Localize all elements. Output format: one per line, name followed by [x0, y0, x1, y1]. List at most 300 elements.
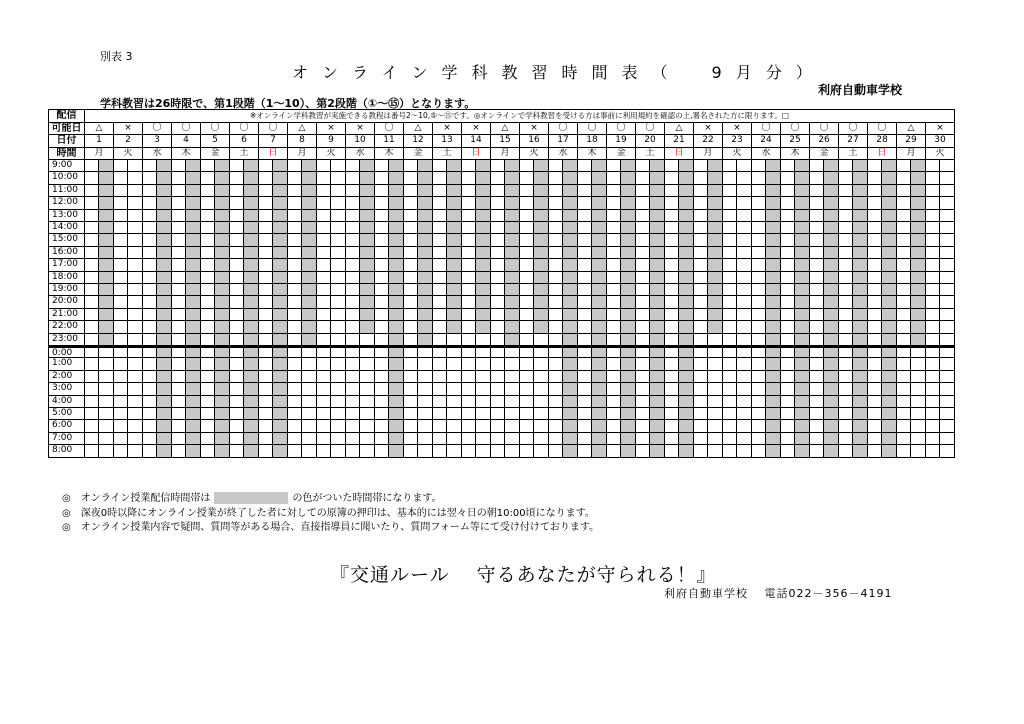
slot-divider — [185, 348, 186, 357]
slot-cell — [664, 197, 693, 208]
delivery-shade — [678, 445, 693, 456]
delivery-shade — [852, 259, 867, 270]
slot-divider — [852, 309, 853, 320]
delivery-shade — [823, 358, 838, 369]
slot-divider — [852, 445, 853, 456]
slot-cell — [722, 420, 751, 431]
slot-cell — [664, 222, 693, 233]
date-cell: 18 — [577, 135, 606, 147]
delivery-shade — [765, 358, 780, 369]
slot-cell — [925, 433, 954, 444]
slot-divider — [446, 371, 447, 382]
slot-divider — [127, 247, 128, 258]
delivery-shade — [388, 358, 403, 369]
slot-divider — [388, 234, 389, 245]
delivery-shade — [475, 296, 490, 307]
slot-divider — [301, 160, 302, 171]
slot-divider — [475, 396, 476, 407]
slot-cell — [925, 334, 954, 345]
slot-cell — [258, 321, 287, 332]
delivery-shade — [185, 247, 200, 258]
slot-cell — [461, 348, 490, 357]
weekday-cell: 金 — [403, 148, 432, 160]
slot-divider — [156, 296, 157, 307]
delivery-shade — [765, 348, 780, 357]
slot-divider — [736, 296, 737, 307]
slot-divider — [243, 160, 244, 171]
slot-divider — [736, 348, 737, 357]
delivery-shade — [649, 371, 664, 382]
slot-cell — [490, 259, 519, 270]
delivery-shade — [620, 222, 635, 233]
slot-cell — [490, 247, 519, 258]
slot-cell — [548, 284, 577, 295]
slot-cell — [722, 222, 751, 233]
slot-divider — [417, 371, 418, 382]
slot-divider — [98, 445, 99, 456]
slot-divider — [562, 420, 563, 431]
delivery-shade — [388, 321, 403, 332]
slot-divider — [823, 445, 824, 456]
delivery-shade — [881, 309, 896, 320]
delivery-shade — [272, 396, 287, 407]
slot-cell — [142, 210, 171, 221]
slot-divider — [243, 383, 244, 394]
slot-cell — [577, 408, 606, 419]
slot-divider — [272, 420, 273, 431]
slot-divider — [127, 420, 128, 431]
slot-cell — [577, 383, 606, 394]
slot-cell — [925, 348, 954, 357]
time-cell: 6:00 — [48, 420, 84, 431]
slot-divider — [185, 160, 186, 171]
slot-divider — [707, 396, 708, 407]
slot-divider — [243, 234, 244, 245]
delivery-shade — [214, 408, 229, 419]
slot-divider — [330, 358, 331, 369]
slot-divider — [127, 222, 128, 233]
slot-cell — [171, 445, 200, 456]
slot-divider — [620, 383, 621, 394]
delivery-shade — [562, 296, 577, 307]
slot-divider — [359, 172, 360, 183]
slot-cell — [113, 197, 142, 208]
slot-divider — [823, 348, 824, 357]
slot-cell — [606, 433, 635, 444]
slot-divider — [504, 185, 505, 196]
delivery-shade — [475, 284, 490, 295]
slot-divider — [127, 321, 128, 332]
slot-divider — [881, 371, 882, 382]
slot-divider — [417, 247, 418, 258]
slot-divider — [620, 172, 621, 183]
slot-divider — [823, 371, 824, 382]
slot-cell — [519, 234, 548, 245]
slot-divider — [620, 210, 621, 221]
weekday-cell: 金 — [809, 148, 838, 160]
slot-divider — [98, 371, 99, 382]
availability-mark: △ — [287, 123, 316, 135]
delivery-shade — [649, 222, 664, 233]
slot-divider — [707, 247, 708, 258]
slot-cell — [867, 420, 896, 431]
slot-cell — [896, 284, 925, 295]
slot-divider — [794, 160, 795, 171]
delivery-shade — [591, 259, 606, 270]
delivery-shade — [852, 272, 867, 283]
slot-divider — [939, 358, 940, 369]
slot-cell — [751, 234, 780, 245]
slot-cell — [577, 309, 606, 320]
slot-cell — [577, 272, 606, 283]
delivery-shade — [446, 222, 461, 233]
slot-cell — [287, 296, 316, 307]
slot-divider — [417, 197, 418, 208]
delivery-shade — [214, 358, 229, 369]
slot-cell — [925, 371, 954, 382]
slot-cell — [258, 371, 287, 382]
slot-cell — [780, 309, 809, 320]
delivery-shade — [910, 185, 925, 196]
slot-cell — [461, 222, 490, 233]
slot-cell — [867, 408, 896, 419]
slot-cell — [258, 272, 287, 283]
slot-divider — [504, 172, 505, 183]
delivery-shade — [243, 172, 258, 183]
availability-mark: × — [113, 123, 142, 135]
slot-cell — [809, 371, 838, 382]
slot-divider — [359, 445, 360, 456]
slot-cell — [635, 321, 664, 332]
delivery-shade — [214, 296, 229, 307]
slot-cell — [200, 433, 229, 444]
delivery-shade — [591, 396, 606, 407]
delivery-shade — [417, 321, 432, 332]
slot-cell — [577, 210, 606, 221]
slot-divider — [330, 396, 331, 407]
availability-mark: △ — [896, 123, 925, 135]
slot-divider — [301, 433, 302, 444]
slot-cell — [635, 272, 664, 283]
delivery-shade — [272, 296, 287, 307]
slot-divider — [910, 259, 911, 270]
delivery-shade — [272, 172, 287, 183]
delivery-shade — [591, 371, 606, 382]
delivery-shade — [301, 222, 316, 233]
slot-cell — [664, 334, 693, 345]
slot-cell — [142, 296, 171, 307]
slot-cell — [142, 371, 171, 382]
delivery-shade — [678, 358, 693, 369]
delivery-shade — [446, 272, 461, 283]
slot-divider — [910, 358, 911, 369]
delivery-shade — [504, 185, 519, 196]
weekday-cell: 火 — [316, 148, 345, 160]
slot-cell — [867, 197, 896, 208]
slot-divider — [910, 172, 911, 183]
slot-cell — [490, 383, 519, 394]
slot-divider — [301, 210, 302, 221]
slot-divider — [127, 284, 128, 295]
slot-divider — [446, 358, 447, 369]
slot-divider — [417, 210, 418, 221]
delivery-shade — [214, 420, 229, 431]
slot-cell — [84, 445, 113, 456]
slot-divider — [359, 420, 360, 431]
slot-divider — [562, 272, 563, 283]
slot-cell — [200, 309, 229, 320]
slot-divider — [301, 348, 302, 357]
slot-divider — [562, 348, 563, 357]
slot-cell — [374, 234, 403, 245]
slot-cell — [200, 210, 229, 221]
date-cell: 14 — [461, 135, 490, 147]
slot-cell — [606, 172, 635, 183]
slot-divider — [649, 348, 650, 357]
slot-cell — [432, 259, 461, 270]
slot-divider — [127, 358, 128, 369]
delivery-shade — [620, 197, 635, 208]
delivery-shade — [562, 383, 577, 394]
slot-cell — [142, 445, 171, 456]
slot-divider — [156, 348, 157, 357]
slot-cell — [751, 296, 780, 307]
slot-cell — [229, 383, 258, 394]
delivery-shade — [359, 197, 374, 208]
delivery-shade — [765, 222, 780, 233]
slot-cell — [229, 272, 258, 283]
time-row — [48, 258, 954, 270]
slot-divider — [823, 334, 824, 345]
delivery-shade — [852, 445, 867, 456]
slot-cell — [519, 433, 548, 444]
delivery-shade — [910, 321, 925, 332]
delivery-shade — [359, 247, 374, 258]
slot-cell — [113, 348, 142, 357]
delivery-shade — [301, 272, 316, 283]
delivery-shade — [98, 197, 113, 208]
delivery-shade — [794, 185, 809, 196]
slot-divider — [533, 348, 534, 357]
slot-cell — [635, 247, 664, 258]
slot-divider — [504, 396, 505, 407]
delivery-shade — [214, 210, 229, 221]
slot-cell — [925, 247, 954, 258]
delivery-shade — [417, 296, 432, 307]
slot-cell — [345, 210, 374, 221]
weekday-cell: 木 — [780, 148, 809, 160]
slot-divider — [678, 222, 679, 233]
delivery-shade — [591, 172, 606, 183]
slot-divider — [417, 234, 418, 245]
slot-cell — [925, 185, 954, 196]
slot-cell — [374, 309, 403, 320]
slot-divider — [185, 185, 186, 196]
slot-divider — [359, 408, 360, 419]
slot-cell — [258, 358, 287, 369]
slot-cell — [664, 309, 693, 320]
slot-divider — [823, 234, 824, 245]
slot-divider — [910, 185, 911, 196]
slot-cell — [635, 408, 664, 419]
slot-cell — [519, 296, 548, 307]
slot-cell — [113, 222, 142, 233]
delivery-shade — [156, 334, 171, 345]
slot-cell — [84, 396, 113, 407]
date-cell: 6 — [229, 135, 258, 147]
delivery-shade — [243, 210, 258, 221]
slot-divider — [881, 408, 882, 419]
slot-cell — [171, 420, 200, 431]
slot-divider — [649, 408, 650, 419]
slot-divider — [591, 247, 592, 258]
delivery-shade — [388, 234, 403, 245]
delivery-shade — [591, 197, 606, 208]
delivery-shade — [794, 371, 809, 382]
delivery-shade — [156, 247, 171, 258]
slot-divider — [939, 420, 940, 431]
date-cell: 10 — [345, 135, 374, 147]
slot-divider — [533, 358, 534, 369]
slot-divider — [736, 334, 737, 345]
slot-cell — [838, 396, 867, 407]
slot-cell — [200, 272, 229, 283]
slot-divider — [214, 433, 215, 444]
slot-cell — [84, 321, 113, 332]
slot-cell — [374, 445, 403, 456]
slot-divider — [707, 321, 708, 332]
delivery-shade — [649, 445, 664, 456]
slot-divider — [649, 433, 650, 444]
slot-divider — [620, 348, 621, 357]
delivery-shade — [214, 383, 229, 394]
slot-divider — [620, 160, 621, 171]
slot-divider — [794, 309, 795, 320]
availability-mark: × — [693, 123, 722, 135]
slot-cell — [577, 334, 606, 345]
slot-cell — [374, 259, 403, 270]
slot-cell — [490, 197, 519, 208]
delivery-shade — [823, 160, 838, 171]
slot-divider — [359, 396, 360, 407]
time-cell: 22:00 — [48, 321, 84, 332]
slot-cell — [258, 247, 287, 258]
slot-divider — [939, 334, 940, 345]
slot-divider — [98, 247, 99, 258]
time-row — [48, 432, 954, 444]
slot-cell — [200, 160, 229, 171]
slot-cell — [548, 445, 577, 456]
slot-cell — [722, 284, 751, 295]
delivery-shade — [823, 348, 838, 357]
slot-divider — [504, 197, 505, 208]
slot-divider — [330, 321, 331, 332]
slot-cell — [867, 334, 896, 345]
slot-divider — [910, 348, 911, 357]
delivery-shade — [417, 247, 432, 258]
slot-divider — [736, 197, 737, 208]
slot-cell — [838, 272, 867, 283]
slot-cell — [722, 408, 751, 419]
slot-divider — [678, 334, 679, 345]
date-cell: 20 — [635, 135, 664, 147]
slot-divider — [272, 284, 273, 295]
delivery-shade — [185, 222, 200, 233]
slot-divider — [388, 284, 389, 295]
slot-divider — [359, 284, 360, 295]
slot-divider — [910, 321, 911, 332]
slot-cell — [693, 284, 722, 295]
slot-cell — [635, 358, 664, 369]
delivery-shade — [533, 160, 548, 171]
slot-divider — [736, 284, 737, 295]
slot-divider — [243, 408, 244, 419]
delivery-shade — [794, 358, 809, 369]
delivery-shade — [272, 348, 287, 357]
delivery-shade — [156, 259, 171, 270]
delivery-shade — [591, 445, 606, 456]
slot-divider — [388, 321, 389, 332]
slot-cell — [548, 420, 577, 431]
slot-cell — [171, 259, 200, 270]
slot-cell — [171, 284, 200, 295]
slot-divider — [794, 247, 795, 258]
delivery-shade — [678, 160, 693, 171]
time-cell: 0:00 — [48, 348, 84, 357]
slot-divider — [794, 433, 795, 444]
delivery-shade — [591, 185, 606, 196]
delivery-shade — [243, 383, 258, 394]
delivery-shade — [185, 383, 200, 394]
slot-divider — [214, 309, 215, 320]
delivery-shade — [359, 160, 374, 171]
delivery-shade — [417, 272, 432, 283]
slot-cell — [490, 420, 519, 431]
slot-cell — [693, 371, 722, 382]
slot-cell — [577, 259, 606, 270]
slot-cell — [838, 210, 867, 221]
slot-divider — [185, 408, 186, 419]
slot-divider — [852, 197, 853, 208]
slot-cell — [780, 272, 809, 283]
slot-divider — [533, 321, 534, 332]
delivery-shade — [765, 321, 780, 332]
slot-cell — [867, 185, 896, 196]
delivery-shade — [475, 160, 490, 171]
slot-divider — [736, 383, 737, 394]
slot-divider — [272, 348, 273, 357]
delivery-shade — [852, 185, 867, 196]
slot-divider — [881, 433, 882, 444]
slot-divider — [881, 197, 882, 208]
slot-divider — [678, 445, 679, 456]
slot-cell — [809, 259, 838, 270]
slot-cell — [345, 383, 374, 394]
slot-cell — [200, 222, 229, 233]
slot-divider — [707, 172, 708, 183]
slot-cell — [838, 408, 867, 419]
delivery-shade — [562, 185, 577, 196]
delivery-shade — [533, 197, 548, 208]
delivery-shade — [678, 321, 693, 332]
delivery-shade — [272, 445, 287, 456]
slot-cell — [113, 172, 142, 183]
slot-divider — [794, 348, 795, 357]
slot-divider — [388, 371, 389, 382]
delivery-shade — [591, 284, 606, 295]
delivery-shade — [214, 433, 229, 444]
slot-cell — [229, 371, 258, 382]
